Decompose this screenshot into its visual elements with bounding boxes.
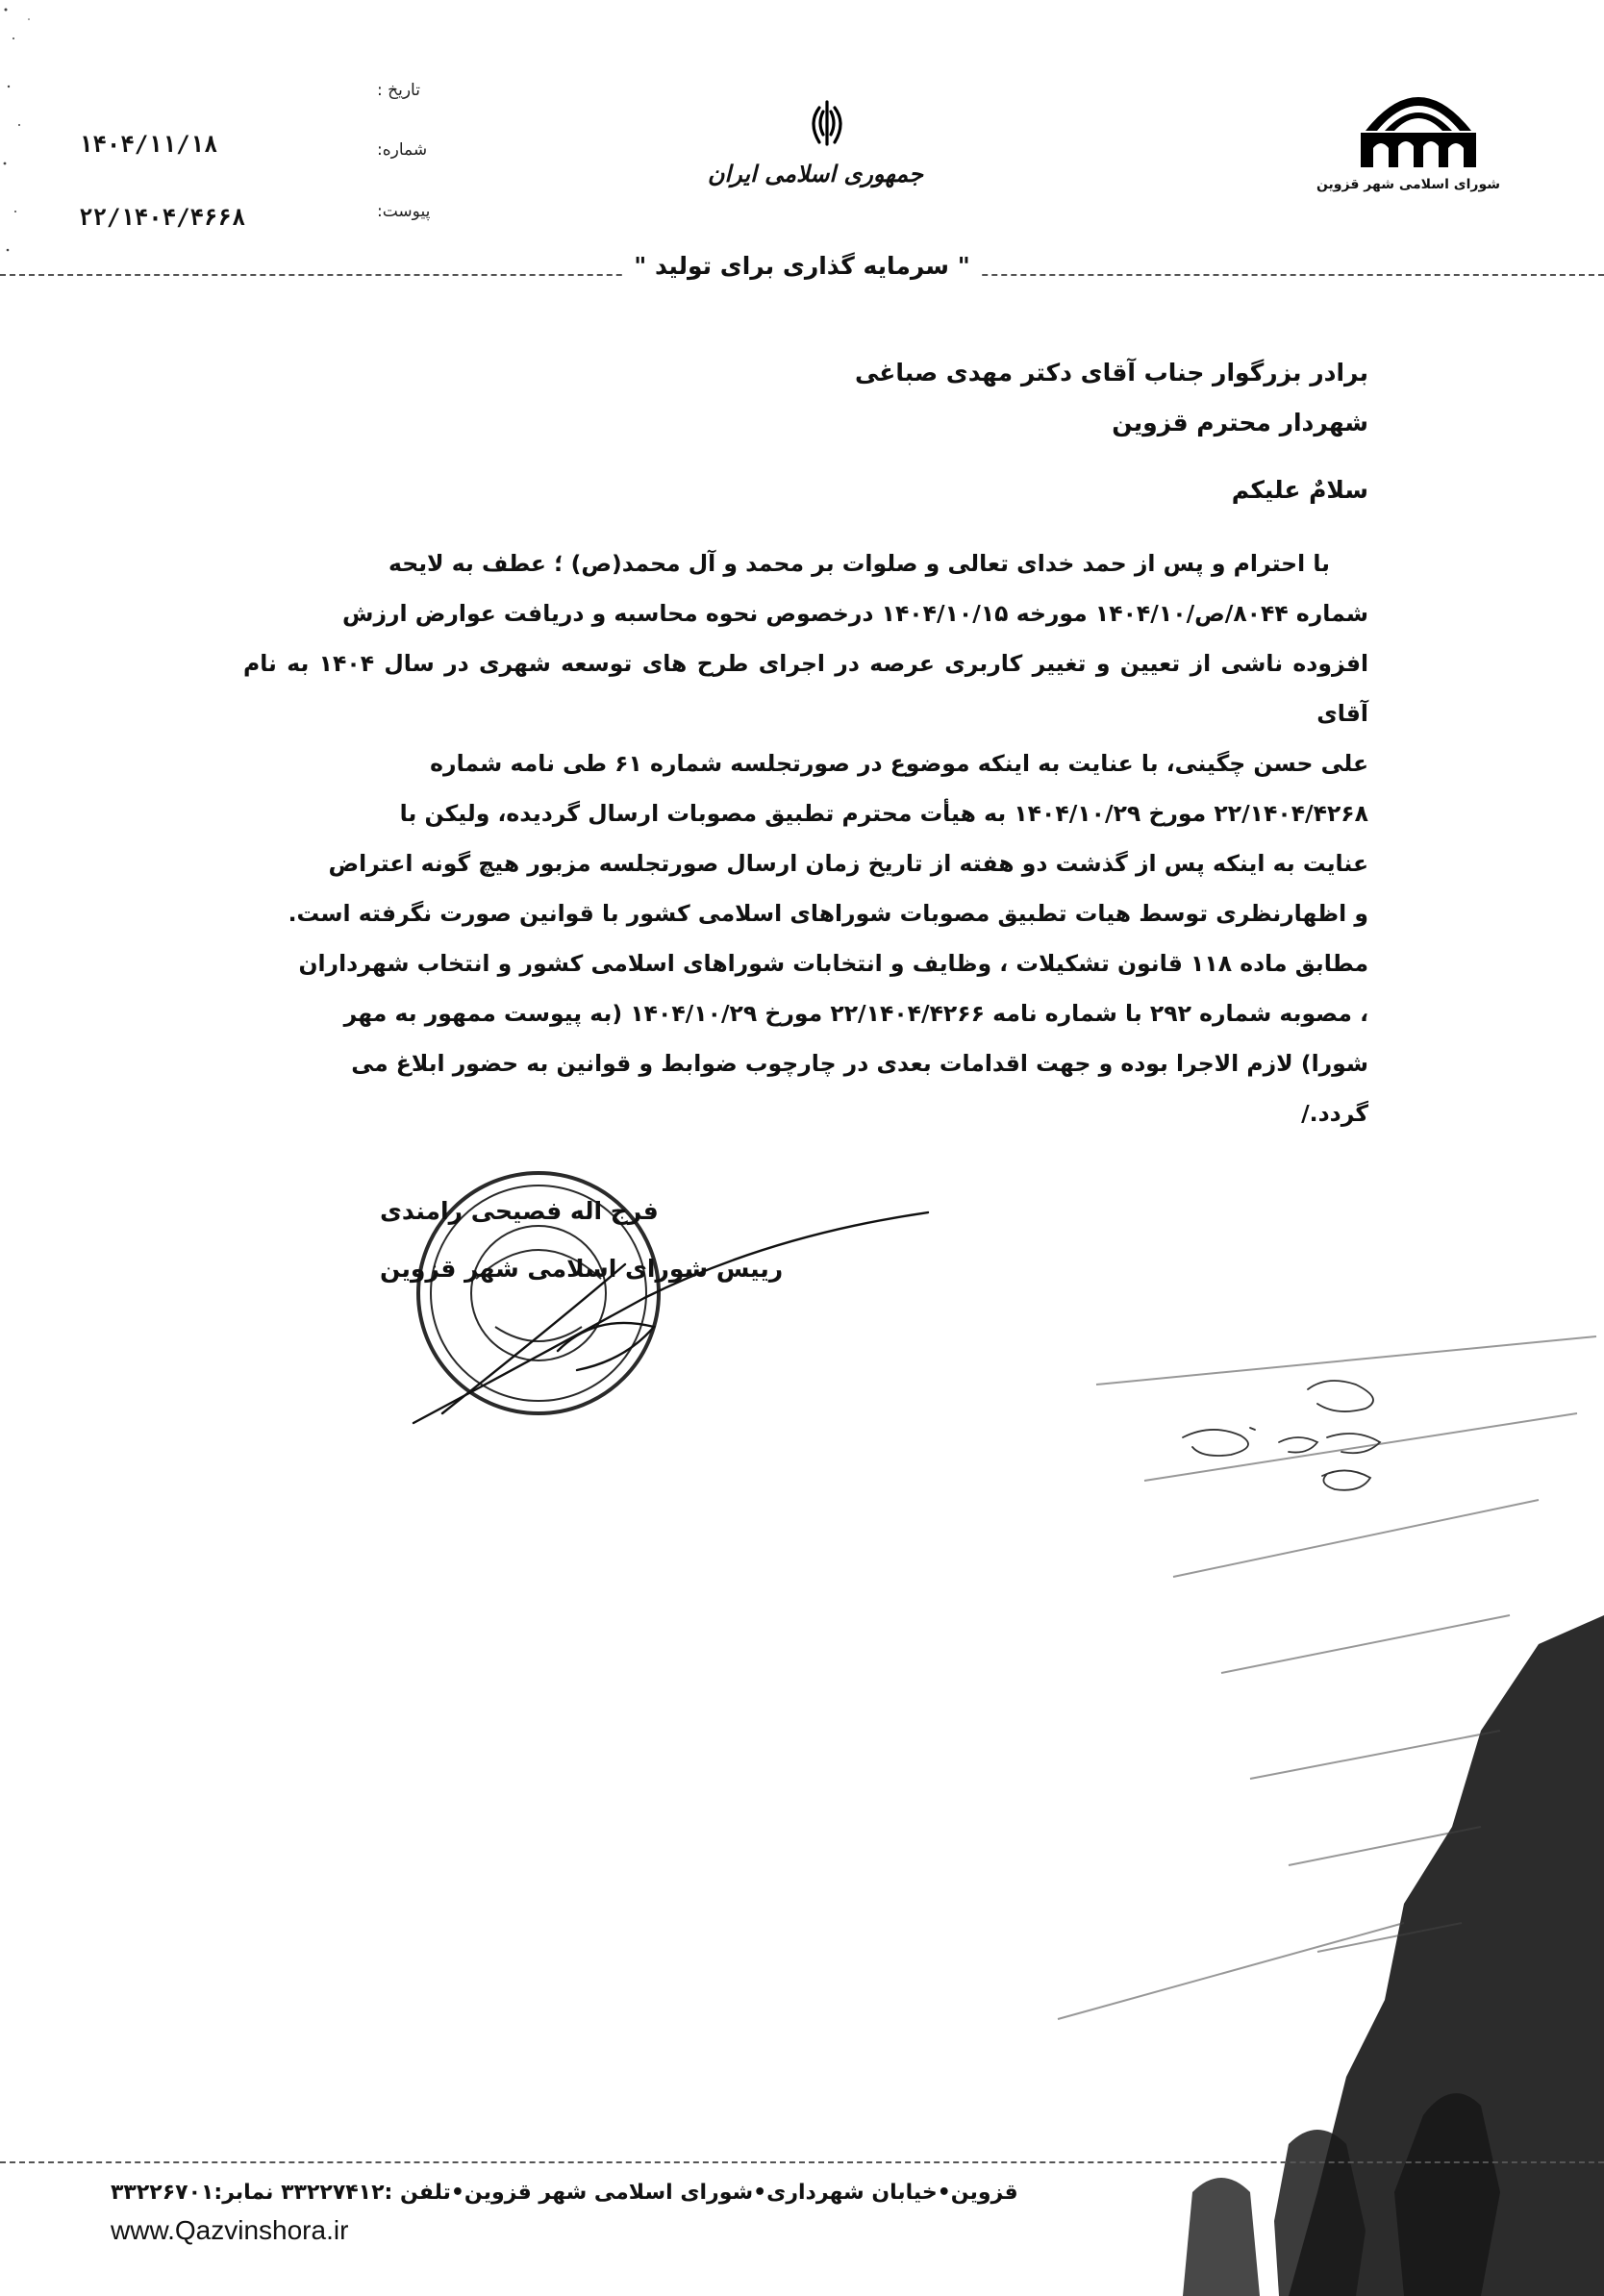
iran-emblem-icon: [800, 96, 854, 150]
recipient-title: شهردار محترم قزوین: [1112, 409, 1368, 437]
body-line: عنایت به اینکه پس از گذشت دو هفته از تاریخ زمان ارسال صورتجلسه مزبور هیچ گونه اعتراض: [328, 850, 1368, 877]
recipient-name: برادر بزرگوار جناب آقای دکتر مهدی صباغی: [854, 359, 1368, 387]
attachment-label: پیوست:: [377, 202, 431, 221]
body-line: علی حسن چگینی، با عنایت به اینکه موضوع در صورتجلسه شماره ۶۱ طی نامه شماره: [430, 750, 1368, 777]
slogan: [0, 252, 1604, 280]
scan-noise-decor: [0, 0, 58, 279]
letter-number-value: ۱۴۰۴/۱۱/۱۸: [79, 131, 218, 158]
footer-divider: [0, 2161, 1604, 2163]
council-logo: [1316, 73, 1500, 192]
letter-body: [243, 538, 1368, 1138]
body-line: شورا) لازم الاجرا بوده و جهت اقدامات بعدی در چارچوب ضوابط و قوانین به حضور ابلاغ می: [351, 1050, 1368, 1077]
council-logo-icon: [1346, 73, 1491, 169]
body-line: ، مصوبه شماره ۲۹۲ با شماره نامه ۲۲/۱۴۰۴/۴۲۶۶ مورخ ۱۴۰۴/۱۰/۲۹ (به پیوست ممهور به مهر: [343, 1000, 1368, 1027]
council-logo-caption: شورای اسلامی شهر قزوین: [1316, 177, 1500, 192]
recipient-block: [855, 348, 1368, 448]
date-label: تاریخ :: [377, 81, 420, 100]
signatory-name: فرج اله فصیحی رامندی: [380, 1197, 659, 1225]
decorative-background: [1000, 1327, 1604, 2296]
number-label: شماره:: [377, 140, 428, 160]
body-line: و اظهارنظری توسط هیات تطبیق مصوبات شوراهای اسلامی کشور با قوانین صورت نگرفته است.: [288, 900, 1368, 927]
slogan-text: " سرمایه گذاری برای تولید ": [624, 252, 980, 280]
handwritten-signature: [404, 1207, 942, 1428]
emblem-caption: جمهوری اسلامی ایران: [707, 160, 923, 187]
footer-address: قزوین•خیابان شهرداری•شورای اسلامی شهر قزوین•تلفن :۳۳۲۲۷۴۱۲ نمابر:۳۳۲۲۶۷۰۱: [111, 2181, 1018, 2205]
attachment-value: ۲۲/۱۴۰۴/۴۶۶۸: [79, 204, 246, 231]
footer-website: www.Qazvinshora.ir: [111, 2215, 349, 2245]
body-line: گردد./: [1301, 1100, 1368, 1127]
greeting: سلامٌ علیکم: [1231, 476, 1368, 504]
body-line: مطابق ماده ۱۱۸ قانون تشکیلات ، وظایف و انتخابات شوراهای اسلامی کشور و انتخاب شهرداران: [298, 950, 1368, 977]
signatory-title: رییس شورای اسلامی شهر قزوین: [380, 1255, 784, 1283]
national-emblem: [707, 96, 923, 187]
body-line: افزوده ناشی از تعیین و تغییر کاربری عرصه در اجرای طرح های توسعه شهری در سال ۱۴۰۴ به نام آقای: [243, 650, 1369, 727]
body-line: شماره ۸۰۴۴/ص/۱۴۰۴/۱۰ مورخه ۱۴۰۴/۱۰/۱۵ درخصوص نحوه محاسبه و دریافت عوارض ارزش: [342, 600, 1368, 627]
body-line: با احترام و پس از حمد خدای تعالی و صلوات بر محمد و آل محمد(ص) ؛ عطف به لایحه: [388, 550, 1330, 577]
body-line: ۲۲/۱۴۰۴/۴۲۶۸ مورخ ۱۴۰۴/۱۰/۲۹ به هیأت محترم تطبیق مصوبات ارسال گردیده، ولیکن با: [399, 800, 1368, 827]
